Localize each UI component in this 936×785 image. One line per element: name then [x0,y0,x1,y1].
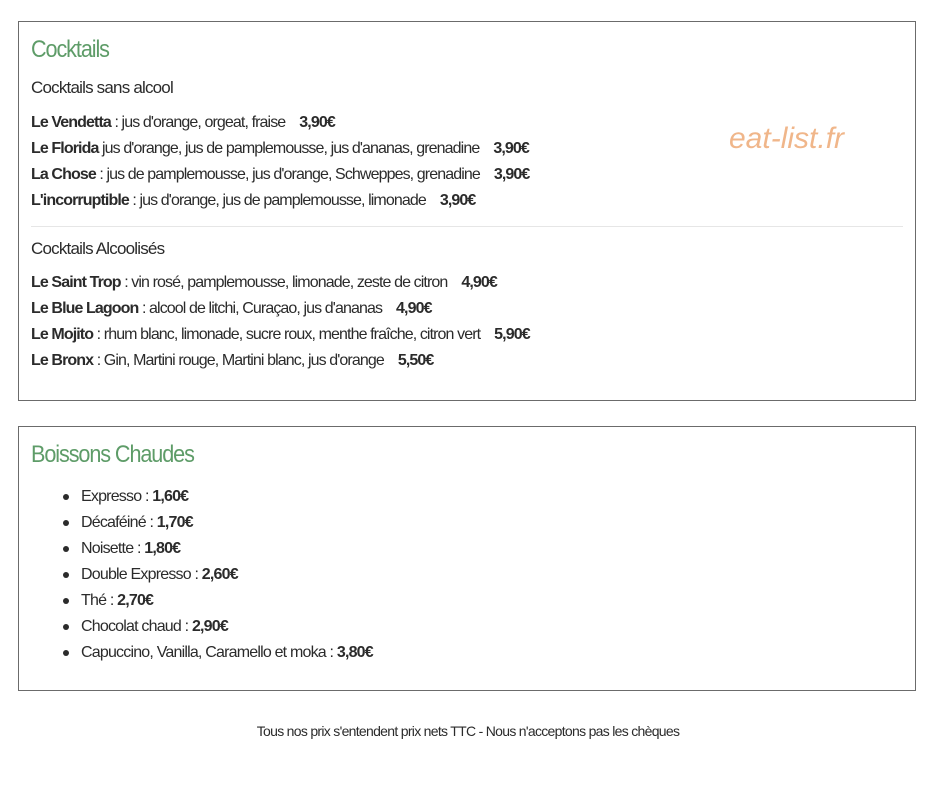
bullet-icon [63,494,69,500]
item-desc: : rhum blanc, limonade, sucre roux, menthe fraîche, citron vert [93,326,481,343]
sans-alcool-heading: Cocktails sans alcool [31,78,173,97]
item-price: 2,90€ [191,618,228,635]
item-label: Décaféiné : [81,514,157,531]
item-name: Le Bronx [31,352,94,369]
item-name: Le Mojito [31,326,94,343]
menu-item [31,352,433,370]
item-price: 5,50€ [397,352,434,369]
bullet-icon [63,572,69,578]
hot-drinks-list [63,484,373,666]
item-price: 1,70€ [156,514,193,531]
list-item [63,536,373,562]
bullet-icon [63,546,69,552]
item-price: 4,90€ [396,300,432,317]
menu-item [31,140,529,158]
list-item [63,588,373,614]
item-name: Le Florida [31,140,99,157]
item-label: Noisette : [81,540,145,557]
cocktails-title: Cocktails [31,36,109,63]
menu-item [31,114,335,132]
item-desc: jus d'orange, jus de pamplemousse, jus d'ananas, grenadine [98,140,480,157]
list-item [63,510,373,536]
watermark-logo: eat-list.fr [729,122,845,155]
alcoolises-heading: Cocktails Alcoolisés [31,239,165,258]
item-price: 3,90€ [493,166,530,183]
item-name: Le Saint Trop [31,274,121,291]
list-item [63,614,373,640]
item-desc: : jus d'orange, jus de pamplemousse, limonade [128,192,426,209]
item-price: 1,80€ [144,540,181,557]
bullet-icon [63,598,69,604]
hot-drinks-section [18,426,916,691]
list-item [63,484,373,510]
item-label: Capuccino, Vanilla, Caramello et moka : [81,644,337,661]
list-item [63,562,373,588]
bullet-icon [63,624,69,630]
item-desc: : vin rosé, pamplemousse, limonade, zeste de citron [120,274,448,291]
item-price: 4,90€ [461,274,497,291]
bullet-icon [63,520,69,526]
item-label: Chocolat chaud : [81,618,192,635]
cocktails-section [18,21,916,401]
item-label: Double Expresso : [81,566,202,583]
item-name: L'incorruptible [31,192,129,209]
menu-item [31,166,529,184]
list-item [63,640,373,666]
item-price: 3,80€ [336,644,373,661]
item-price: 1,60€ [152,488,189,505]
menu-item [31,192,475,210]
hot-drinks-title: Boissons Chaudes [31,441,194,468]
bullet-icon [63,650,69,656]
footer-note: Tous nos prix s'entendent prix nets TTC - Nous n'acceptons pas les chèques [256,723,680,739]
item-desc: : alcool de litchi, Curaçao, jus d'ananas [138,300,383,317]
item-price: 2,60€ [201,566,238,583]
item-name: Le Blue Lagoon [31,300,139,317]
item-name: Le Vendetta [31,114,111,131]
item-price: 5,90€ [494,326,530,343]
item-desc: : Gin, Martini rouge, Martini blanc, jus d'orange [93,352,384,369]
item-label: Expresso : [81,488,153,505]
menu-item [31,300,432,318]
menu-item [31,326,530,344]
menu-item [31,274,497,292]
item-name: La Chose [31,166,96,183]
item-price: 3,90€ [439,192,476,209]
item-price: 3,90€ [299,114,335,131]
item-desc: : jus d'orange, orgeat, fraise [110,114,286,131]
section-divider [31,226,903,227]
item-desc: : jus de pamplemousse, jus d'orange, Schweppes, grenadine [95,166,480,183]
item-price: 2,70€ [117,592,154,609]
item-price: 3,90€ [493,140,529,157]
item-label: Thé : [81,592,118,609]
